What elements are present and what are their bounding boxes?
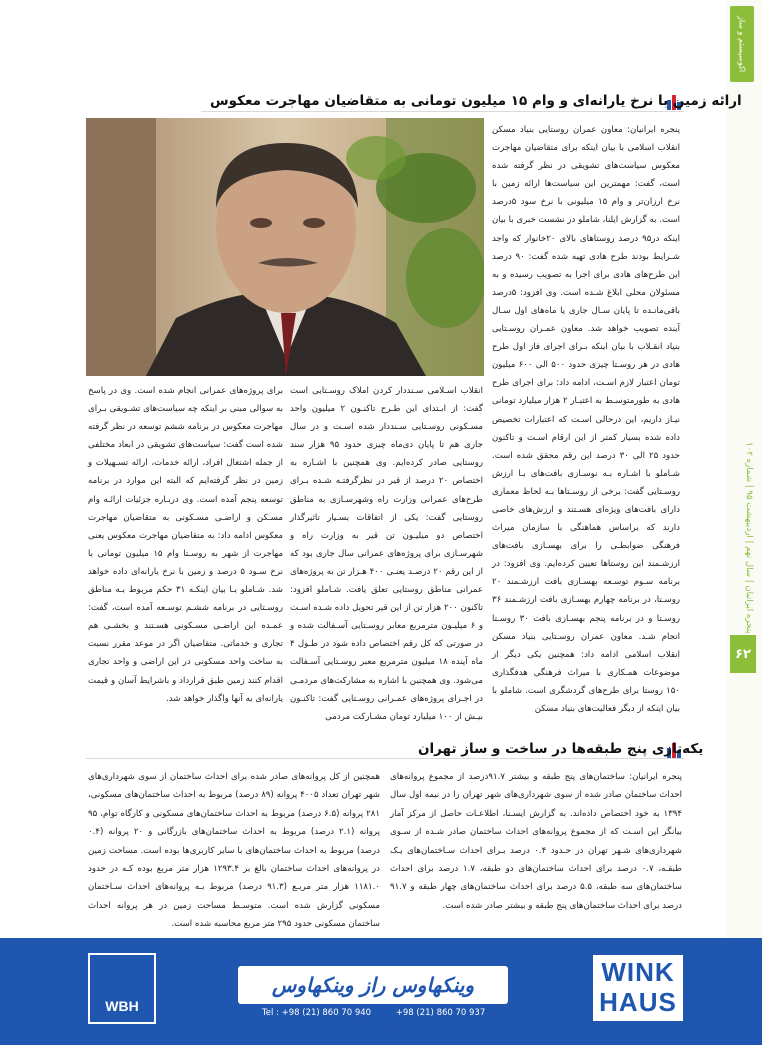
article-photo [86,118,484,376]
advertisement-banner[interactable] [0,938,762,1045]
article-headline: ارائه زمین با نرخ یارانه‌ای و وام ۱۵ میلیون تومانی به متقاضیان مهاجرت معکوس [210,93,742,109]
article-column-2: انقلاب اسـلامی سـنددار کردن املاک روسـتایی است گفت: از ابـتدای این طـرح تاکنـون ۲ میلیون واحد مسـکونی روسـتایی سـنددار شده اسـت و در سال جاری هم تا پایان دی‌ماه چیزی حدود ۹۵ هزار سند روستایی صادر کرده‌ایم. وی همچنین با اشـاره به اختصاص ۲۰ درصد از قیر در نظرگرفتـه شـده بـرای طرح‌های عمرانی وزارت راه وشهرسـازی به مناطق روستایی گفت: یکی از اتفاقات بسـیار تاثیرگذار اختصاص دو میلیـون تن قیر به وزارت راه و شهرسـازی برای پروژه‌های عمرانی سال جاری بود که از این رقم ۲۰ درصـد یعنـی ۴۰۰ هـزار تن به پروژه‌های عمرانی مناطق روستایی تعلق یافت. شـاملو افزود: تاکنون ۲۰۰ هزار تن از این قیر تحویل داده شـده اسـت و ۶ میلیـون مترمربع معابر روسـتایی آسـفالت شده و در صورتی که کل رقم اختصاص داده شود در طـول ۴ ماه آینده ۱۸ میلیون مترمربع معبر روسـتایی آسـفالت می‌شود. وی همچنین با اشاره به مشارکت‌های مردمـی در اجـرای پروژه‌های عمـرانی روسـتایی گفت: تاکنـون بیـش از ۱۰۰ میلیارد تومان مشـارکت مردمی [290,386,483,722]
issue-info: پنجره ایرانیان | سال نهم | اردیبهشت ۹۵ | شماره ۱۰۲ [744,441,754,634]
phone-number: Tel : +98 (21) 860 70 940 [262,1008,372,1018]
section-tab: اکوسیستم و ساز [730,6,754,82]
ad-slogan: وینکهاوس راز وینکهاوس بخواهید [238,966,508,1004]
article-column-3: برای پروژه‌های عمرانی انجام شده است. وی در پاسخ به سوالی مبنی بر اینکه چه سیاست‌های تشـویقی بـرای مهاجرت معکوس در برنامه ششم توسعه در نظر گرفته شده است گفت: سیاست‌های تشویقی در ابعاد مختلفی از جمله اشتغال افراد، ارائه خدمات، ارائه تسـهیلات و زمین در نظر گرفته‌ایم که البته این موارد در برنامه توسعه پنجم آمده است. وی دربـاره جزئیات ارائـه وام مسـکن و اراضـی مسـکونی به متقاضیان مهاجرت معکوس ادامه داد: به متقاضیان مهاجرت معکوس یعنی مهاجرت از شهر به روسـتا وام ۱۵ میلیون تومانی با نرخ سـود ۵ درصد و زمین با نرخ یارانه‌ای داده خواهد شد. شـاملو بـا بیان اینکـه ۳۱ حکم مربوط بـه مناطق روسـتایی در برنامه ششـم توسـعه آمده است، گفت: عمـده این اراضـی مسـکونی هسـتند و بخشـی هم تجاری و خدماتی. متقاضیان اگر در موعد مقرر نسبت به ساخت واحد مسکونی در این اراضی و واحد تجاری اقدام کنند زمین طبق قرارداد و باشرایط آسان و قیمت یارانه‌ای به آنها واگذار خواهد شد. [87,386,284,704]
article-headline: یکه‌تازی پنج طبقه‌ها در ساخت و ساز تهران [418,741,704,757]
headline-rule [201,111,684,112]
portrait-image [86,118,484,376]
article-column-2: همچنین از کل پروانه‌های صادر شده برای احداث ساختمان از سوی شهرداری‌های شهر تهران تعداد ۴۰۰۵ پروانه (۸۹ درصد) مربوط به احداث ساختمان‌های مسکونی، ۲۸۱ پروانه (۶.۵ درصد) مربوط به احداث ساختمان‌های مسکونی و کارگاه توام، ۹۵ پروانه (۲.۱ درصد) مربوط به احداث ساختمان‌های بازرگانی و ۲۰ پروانه (۰.۴ درصد) مربوط به احداث ساختمان‌های با سایر کاربری‌ها بوده است. مساحت زمین در پروانه‌های احداث ساختمان بالغ بر ۱۲۹۳.۴ هزار متر مربع بوده کـه در حدود ۱۱۸۱.۰ هزار متر مربـع (۹۱.۳ درصد) مربوط بـه پروانه‌های احداث سـاختمان مسکونی گزارش شده است. متوسـط مساحت زمین در هر پروانه احداث ساختمان مسکونی حدود ۲۹۵ متر مربع محاسبه شده است. [88,772,381,930]
winkhaus-logo: WINK HAUS [593,955,683,1021]
article-column-1: پنجره ایرانیان: معاون عمران روستایی بنیاد مسکن انقلاب اسلامی با بیان اینکه برای متقاضیان مهاجرت معکوس سیاست‌های تشویقی در نظر گرفته شده است، گفت: مهمترین این سیاست‌ها ارائه زمین با نرخ ارزان‌تر و وام ۱۵ میلیونی با نرخ سود ۵درصد است. به گزارش ایلنا، شاملو در نشست خبری با بیان اینکه در۹۵ درصد روستاهای بالای ۲۰خانوار که واجد شـرایط بودند طرح هادی تهیه شده گفت: ۹۰ درصد این طرح‌های هادی برای اجرا به تصویب رسیده و به مسئولان محلی ابلاغ شـده است. وی افزود: ۵درصد باقی‌مانـده تا پایان سـال جاری یا ماه‌های اول سـال آینده تصویب خواهد شد. معاون عمـران روسـتایی بنیاد انقـلاب با بیان اینکه بـرای اجرای فاز اول طرح هادی در هر روسـتا چیزی حدود ۵۰۰ الی ۶۰۰ میلیون تومان اعتبار لازم اسـت، ادامه داد: برای اجرای طرح هادی به طورمتوسـط به اعتبـار ۲ هزار میلیارد تومانی نیـاز داریم، این درحالی اسـت که اعتبارات تخصیص داده شده بسیار کمتر از این ارقام اسـت و تاکنون حدود ۲۵ الی ۳۰ درصد این رقم محقق شده است. شـاملو با اشـاره بـه نوسـازی بافت‌های بـا ارزش روسـتایی گفت: برخی از روسـتاها بـه لحاظ معماری دارای بافت‌های ویژه‌ای هسـتند و ارزش‌های خاصی دارند که براساس هماهنگی با سازمان میراث فرهنگی ضوابطـی را برای بهسـازی بافت‌های ارزشـمند این روستاها تعیین کرده‌ایم. وی افزود: در برنامه سـوم توسـعه بهسـازی بافت ارزشـمند ۲۰ روسـتا، در برنامه چهارم بهسـازی بافت ارزشـمند ۳۶ روسـتا و در برنامه پنجم بهسـازی بافت ۳۰ روسـتا انجام شـد. معاون عمران روسـتایی بنیاد مسکن انقلاب اسلامی ادامه داد: همچنین یکی دیگر از موضوعات همـکاری با میراث فرهنگی هدفگذاری ۱۵۰ روستا برای طرح‌های گردشگری است. شاملو با بیان اینکه از دیگر فعالیت‌های بنیاد مسکن [492,125,681,714]
headline-rule [86,758,684,759]
page-number: ۶۲ [730,635,756,673]
page-margin-rail [726,0,762,1045]
wbh-logo: WBH [88,953,156,1024]
article-column-1: پنجره ایرانیان: ساختمان‌های پنج طبقه و بیشتر ۹۱.۷درصد از مجموع پروانه‌های احداث ساختمان صادر شده از سوی شهرداری‌های شهر تهران را در نیمه اول سال ۱۳۹۴ به خود اختصاص داده‌اند. به گزارش ایسـنا، اطلاعـات حاصل از مرکز آمار بیانگر این اسـت که از مجموع پروانه‌های احداث ساختمان صادر شـده از سـوی شهرداری‌های شـهر تهران در حـدود ۰.۴ درصد بـرای احداث سـاختمان‌های یـک طبقـه، ۰.۷ درصد برای احداث ساختمان‌های دو طبقه، ۱.۷ درصد برای احداث ساختمان‌های سه طبقه، ۵.۵ درصد برای احداث ساختمان‌های چهار طبقه و ۹۱.۷ درصد برای احداث ساختمان‌های پنج طبقه و بیشتر صادر شده است. [390,772,682,911]
ad-phone-numbers [262,1008,507,1018]
phone-number: +98 (21) 860 70 937 [395,1008,486,1018]
